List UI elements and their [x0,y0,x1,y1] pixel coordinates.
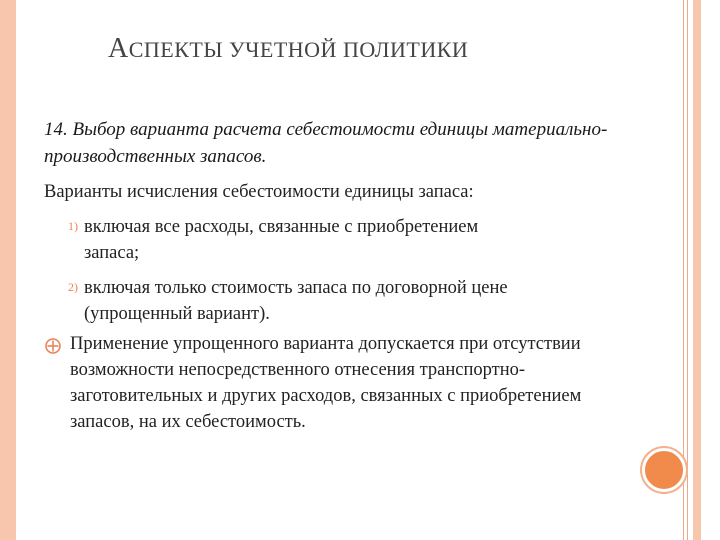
option-text-line2: (упрощенный вариант). [84,304,270,324]
option-item-1 [68,213,638,266]
circle-cross-bullet-icon [44,337,62,355]
option-text-line1: включая все расходы, связанные с приобретением [84,217,479,237]
intro-text: Варианты исчисления себестоимости единицы запаса: [44,182,474,202]
slide-title [108,33,468,65]
option-number: 1) [68,219,78,233]
slide-heading: 14. Выбор варианта расчета себестоимости единицы материально-производственных запасов. [44,119,608,167]
left-decor-bar [0,0,16,540]
option-number: 2) [68,280,78,294]
option-text-line1: включая только стоимость запаса по договорной цене [84,278,508,298]
decor-circle [642,448,686,492]
bullet-paragraph: Применение упрощенного варианта допускается при отсутствии возможности непосредственного отнесения транспортно-заготовительных и других расходов, связанных с приобретением запасов, на их себестоимость. [70,334,582,432]
option-text-line2: запаса; [84,243,140,263]
title-rest: СПЕКТЫ УЧЕТНОЙ ПОЛИТИКИ [128,37,469,62]
option-item-2 [68,274,638,327]
right-decor-line [687,0,688,540]
title-first-letter: А [108,33,129,64]
right-decor-strip [693,0,701,540]
